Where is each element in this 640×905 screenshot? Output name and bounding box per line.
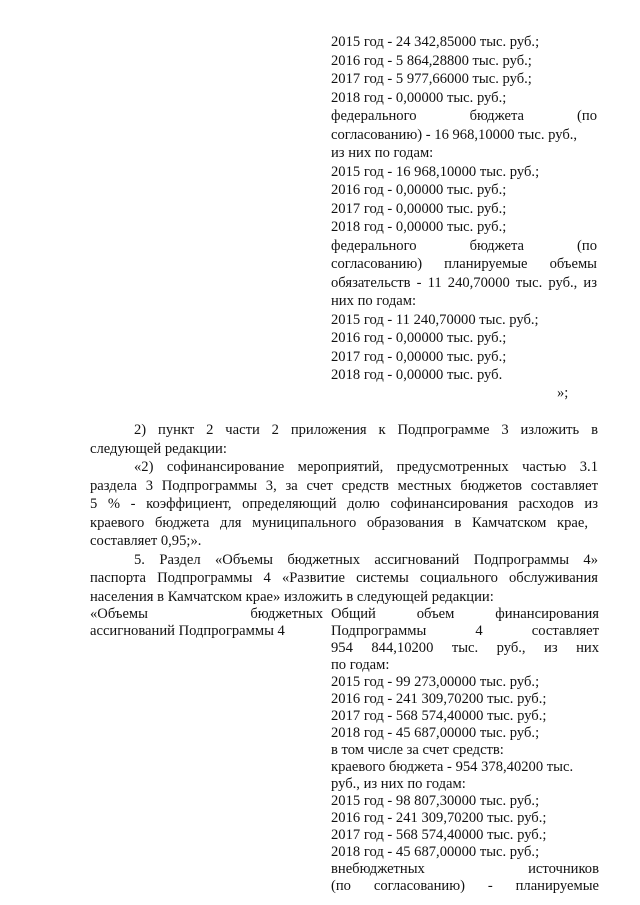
paragraph-line: населения в Камчатском крае» изложить в следующей редакции: (90, 589, 494, 605)
funding-line: 2018 год - 0,00000 тыс. руб. (331, 367, 503, 383)
funding-line: согласованию) - 16 968,10000 тыс. руб., (331, 127, 578, 143)
funding-line: 2015 год - 24 342,85000 тыс. руб.; (331, 34, 540, 50)
table-right-cell-line: 2017 год - 568 574,40000 тыс. руб.; (331, 708, 547, 724)
funding-line: согласованию) планируемые объемы (331, 256, 597, 272)
table-right-cell-line: (по согласованию) - планируемые (331, 878, 599, 894)
table-right-cell-line: Общий объем финансирования (331, 606, 599, 622)
table-right-cell-line: 2018 год - 45 687,00000 тыс. руб.; (331, 725, 540, 741)
table-right-cell-line: в том числе за счет средств: (331, 742, 504, 758)
paragraph-line: 5. Раздел «Объемы бюджетных ассигнований Подпрограммы 4» (134, 552, 598, 568)
table-right-cell-line: руб., из них по годам: (331, 776, 466, 792)
paragraph-line: раздела 3 Подпрограммы 3, за счет средств местных бюджетов составляет (90, 478, 598, 494)
funding-line: обязательств - 11 240,70000 тыс. руб., из (331, 275, 597, 291)
table-right-cell-line: 954 844,10200 тыс. руб., из них (331, 640, 599, 656)
table-right-cell-line: 2015 год - 99 273,00000 тыс. руб.; (331, 674, 540, 690)
paragraph-line: следующей редакции: (90, 441, 227, 457)
funding-line: 2015 год - 11 240,70000 тыс. руб.; (331, 312, 539, 328)
table-right-cell-line: 2017 год - 568 574,40000 тыс. руб.; (331, 827, 547, 843)
funding-line: 2016 год - 0,00000 тыс. руб.; (331, 330, 507, 346)
paragraph-line: «2) софинансирование мероприятий, предусмотренных частью 3.1 (134, 459, 598, 475)
table-left-cell-line: ассигнований Подпрограммы 4 (90, 623, 285, 639)
table-right-cell-line: внебюджетных источников (331, 861, 599, 877)
funding-line: федерального бюджета (по (331, 108, 597, 124)
table-right-cell-line: 2016 год - 241 309,70200 тыс. руб.; (331, 810, 547, 826)
paragraph-line: составляет 0,95;». (90, 533, 202, 549)
table-right-cell-line: 2018 год - 45 687,00000 тыс. руб.; (331, 844, 540, 860)
funding-line: 2015 год - 16 968,10000 тыс. руб.; (331, 164, 540, 180)
paragraph-line: 5 % - коэффициент, определяющий долю софинансирования расходов из (90, 496, 598, 512)
table-right-cell-line: 2015 год - 98 807,30000 тыс. руб.; (331, 793, 540, 809)
paragraph-line: 2) пункт 2 части 2 приложения к Подпрограмме 3 изложить в (134, 422, 598, 438)
table-left-cell-line: «Объемы бюджетных (90, 606, 323, 622)
funding-line: 2018 год - 0,00000 тыс. руб.; (331, 219, 507, 235)
closing-quote: »; (557, 385, 569, 401)
funding-line: них по годам: (331, 293, 417, 309)
table-right-cell-line: 2016 год - 241 309,70200 тыс. руб.; (331, 691, 547, 707)
funding-line: из них по годам: (331, 145, 434, 161)
paragraph-line: краевого бюджета для муниципального образования в Камчатском крае, (90, 515, 588, 531)
funding-line: 2017 год - 0,00000 тыс. руб.; (331, 349, 507, 365)
funding-line: 2018 год - 0,00000 тыс. руб.; (331, 90, 507, 106)
funding-line: 2017 год - 5 977,66000 тыс. руб.; (331, 71, 532, 87)
table-right-cell-line: Подпрограммы 4 составляет (331, 623, 599, 639)
funding-line: федерального бюджета (по (331, 238, 597, 254)
funding-line: 2016 год - 0,00000 тыс. руб.; (331, 182, 507, 198)
funding-line: 2016 год - 5 864,28800 тыс. руб.; (331, 53, 532, 69)
table-right-cell-line: краевого бюджета - 954 378,40200 тыс. (331, 759, 574, 775)
funding-line: 2017 год - 0,00000 тыс. руб.; (331, 201, 507, 217)
table-right-cell-line: по годам: (331, 657, 390, 673)
paragraph-line: паспорта Подпрограммы 4 «Развитие системы социального обслуживания (90, 570, 598, 586)
